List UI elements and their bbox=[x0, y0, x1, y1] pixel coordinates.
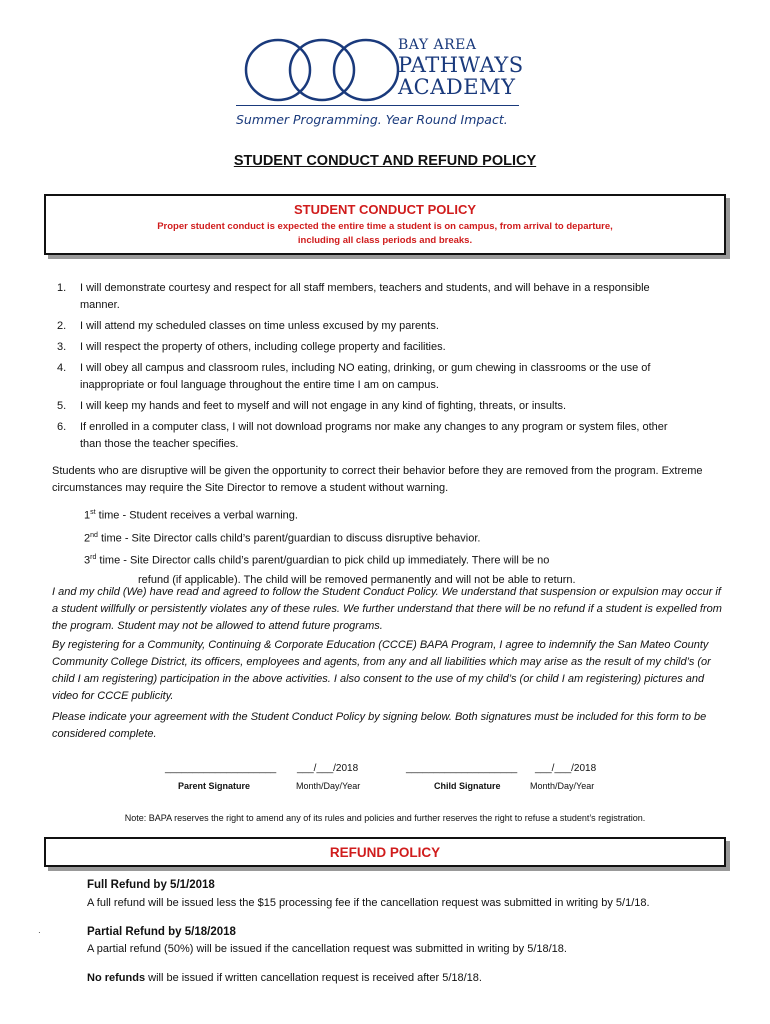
parent-signature-label: Parent Signature bbox=[178, 781, 251, 791]
rule-item bbox=[52, 419, 692, 453]
warning-step-2 bbox=[84, 526, 704, 549]
no-refunds-body: will be issued if written cancellation request is received after 5/18/18. bbox=[145, 972, 482, 984]
rule-item bbox=[52, 280, 692, 314]
rule-text: I will attend my scheduled classes on time unless excused by my parents. bbox=[80, 320, 439, 332]
rule-number: 2. bbox=[57, 320, 67, 332]
parent-date-line[interactable]: ___/___/2018 bbox=[297, 763, 359, 774]
warning-step-3 bbox=[84, 548, 704, 571]
agreement-paragraph-2: By registering for a Community, Continuing & Corporate Education (CCCE) BAPA Program, I agree to indemnify the San Mateo County Community College District, its officers, employees and agents, from any and all liabilities which may arise as the result of my child’s (or child I am registering) participation in the above activities. I also consent to the use of my child’s (or child I am registering) pictures and video for CCCE publicity. bbox=[52, 639, 711, 702]
rule-number: 1. bbox=[57, 282, 67, 294]
step-number: 1 bbox=[84, 509, 91, 522]
refund-policy-heading: REFUND POLICY bbox=[329, 845, 441, 860]
rule-item bbox=[52, 318, 692, 335]
rule-text: I will respect the property of others, including college property and facilities. bbox=[80, 341, 446, 353]
refund-policy-box bbox=[44, 837, 726, 867]
rule-text: I will demonstrate courtesy and respect for all staff members, teachers and students, and will behave in a responsible manner. bbox=[80, 282, 650, 311]
child-signature-line[interactable]: ____________________ bbox=[406, 763, 518, 774]
parent-date-label: Month/Day/Year bbox=[296, 781, 361, 791]
agreement-paragraph-1: I and my child (We) have read and agreed to follow the Student Conduct Policy. We understand that suspension or expulsion may occur if a student willfully or persistently violates any of these rules. We further understand that there will be no refund if a student is expelled from the program. Student may not be allowed to attend future programs. bbox=[52, 586, 722, 632]
agreement-paragraph-3: Please indicate your agreement with the Student Conduct Policy by signing below. Both signatures must be included for this form to be considered complete. bbox=[52, 711, 707, 740]
logo-tagline: Summer Programming. Year Round Impact. bbox=[236, 112, 508, 127]
partial-refund-heading: Partial Refund by 5/18/2018 bbox=[87, 926, 236, 938]
step-ordinal: st bbox=[90, 509, 96, 516]
step-text: time - Site Director calls child’s parent/guardian to pick child up immediately. There will be no bbox=[96, 554, 550, 567]
step-ordinal: nd bbox=[90, 531, 98, 539]
step-text: time - Site Director calls child’s parent/guardian to discuss disruptive behavior. bbox=[97, 532, 481, 545]
warning-step-1 bbox=[84, 503, 704, 526]
child-date-line[interactable]: ___/___/2018 bbox=[535, 763, 597, 774]
rule-item bbox=[52, 339, 692, 356]
conduct-rules-list bbox=[52, 280, 692, 457]
rule-text: I will obey all campus and classroom rules, including NO eating, drinking, or gum chewing in classrooms or the use of inappropriate or foul language throughout the entire time I am on campus. bbox=[80, 362, 651, 391]
parent-signature-line[interactable]: ____________________ bbox=[165, 763, 277, 774]
warning-step-3-continued: refund (if applicable). The child will be removed permanently and will not be able to return. bbox=[138, 573, 576, 586]
rule-number: 4. bbox=[57, 362, 67, 374]
logo-line-1: BAY AREA bbox=[398, 37, 477, 53]
rule-number: 6. bbox=[57, 421, 67, 433]
conduct-policy-box bbox=[44, 194, 726, 255]
registration-note: Note: BAPA reserves the right to amend any of its rules and policies and further reserves the right to refuse a student’s registration. bbox=[124, 813, 646, 823]
conduct-subtitle-line-2: including all class periods and breaks. bbox=[297, 235, 473, 246]
step-text: time - Student receives a verbal warning. bbox=[95, 509, 298, 522]
rule-text: If enrolled in a computer class, I will not download programs nor make any changes to any program or system files, other than those the teacher specifies. bbox=[80, 421, 668, 450]
logo-wordmark bbox=[398, 38, 524, 98]
rule-text: I will keep my hands and feet to myself and will not engage in any kind of fighting, threats, or insults. bbox=[80, 400, 567, 412]
full-refund-text: A full refund will be issued less the $15 processing fee if the cancellation request was submitted in writing by 5/1/18. bbox=[87, 897, 650, 909]
stray-mark: · bbox=[38, 928, 41, 937]
full-refund-heading: Full Refund by 5/1/2018 bbox=[87, 879, 215, 891]
rule-item bbox=[52, 360, 692, 394]
no-refunds-bold: No refunds bbox=[87, 972, 146, 984]
conduct-subtitle-line-1: Proper student conduct is expected the entire time a student is on campus, from arrival to departure, bbox=[157, 221, 613, 232]
conduct-policy-subtitle bbox=[46, 220, 724, 248]
rule-number: 5. bbox=[57, 400, 67, 412]
step-number: 3 bbox=[84, 554, 91, 567]
step-number: 2 bbox=[84, 532, 91, 545]
logo-line-2: PATHWAYS bbox=[398, 53, 524, 77]
partial-refund-text: A partial refund (50%) will be issued if the cancellation request was submitted in writing by 5/18/18. bbox=[87, 943, 567, 955]
disruptive-paragraph: Students who are disruptive will be given the opportunity to correct their behavior before they are removed from the program. Extreme circumstances may require the Site Director to remove a student without warning. bbox=[52, 465, 703, 494]
child-signature-label: Child Signature bbox=[434, 781, 501, 791]
rule-item bbox=[52, 398, 692, 415]
conduct-policy-heading: STUDENT CONDUCT POLICY bbox=[294, 202, 476, 217]
logo-divider bbox=[236, 105, 519, 106]
page-title: STUDENT CONDUCT AND REFUND POLICY bbox=[233, 153, 537, 169]
logo-line-3: ACADEMY bbox=[398, 75, 516, 99]
child-date-label: Month/Day/Year bbox=[530, 781, 595, 791]
rule-number: 3. bbox=[57, 341, 67, 353]
no-refund-text bbox=[87, 972, 727, 984]
warning-steps bbox=[84, 503, 704, 590]
step-ordinal: rd bbox=[90, 554, 97, 562]
logo-ring-3 bbox=[334, 40, 398, 100]
